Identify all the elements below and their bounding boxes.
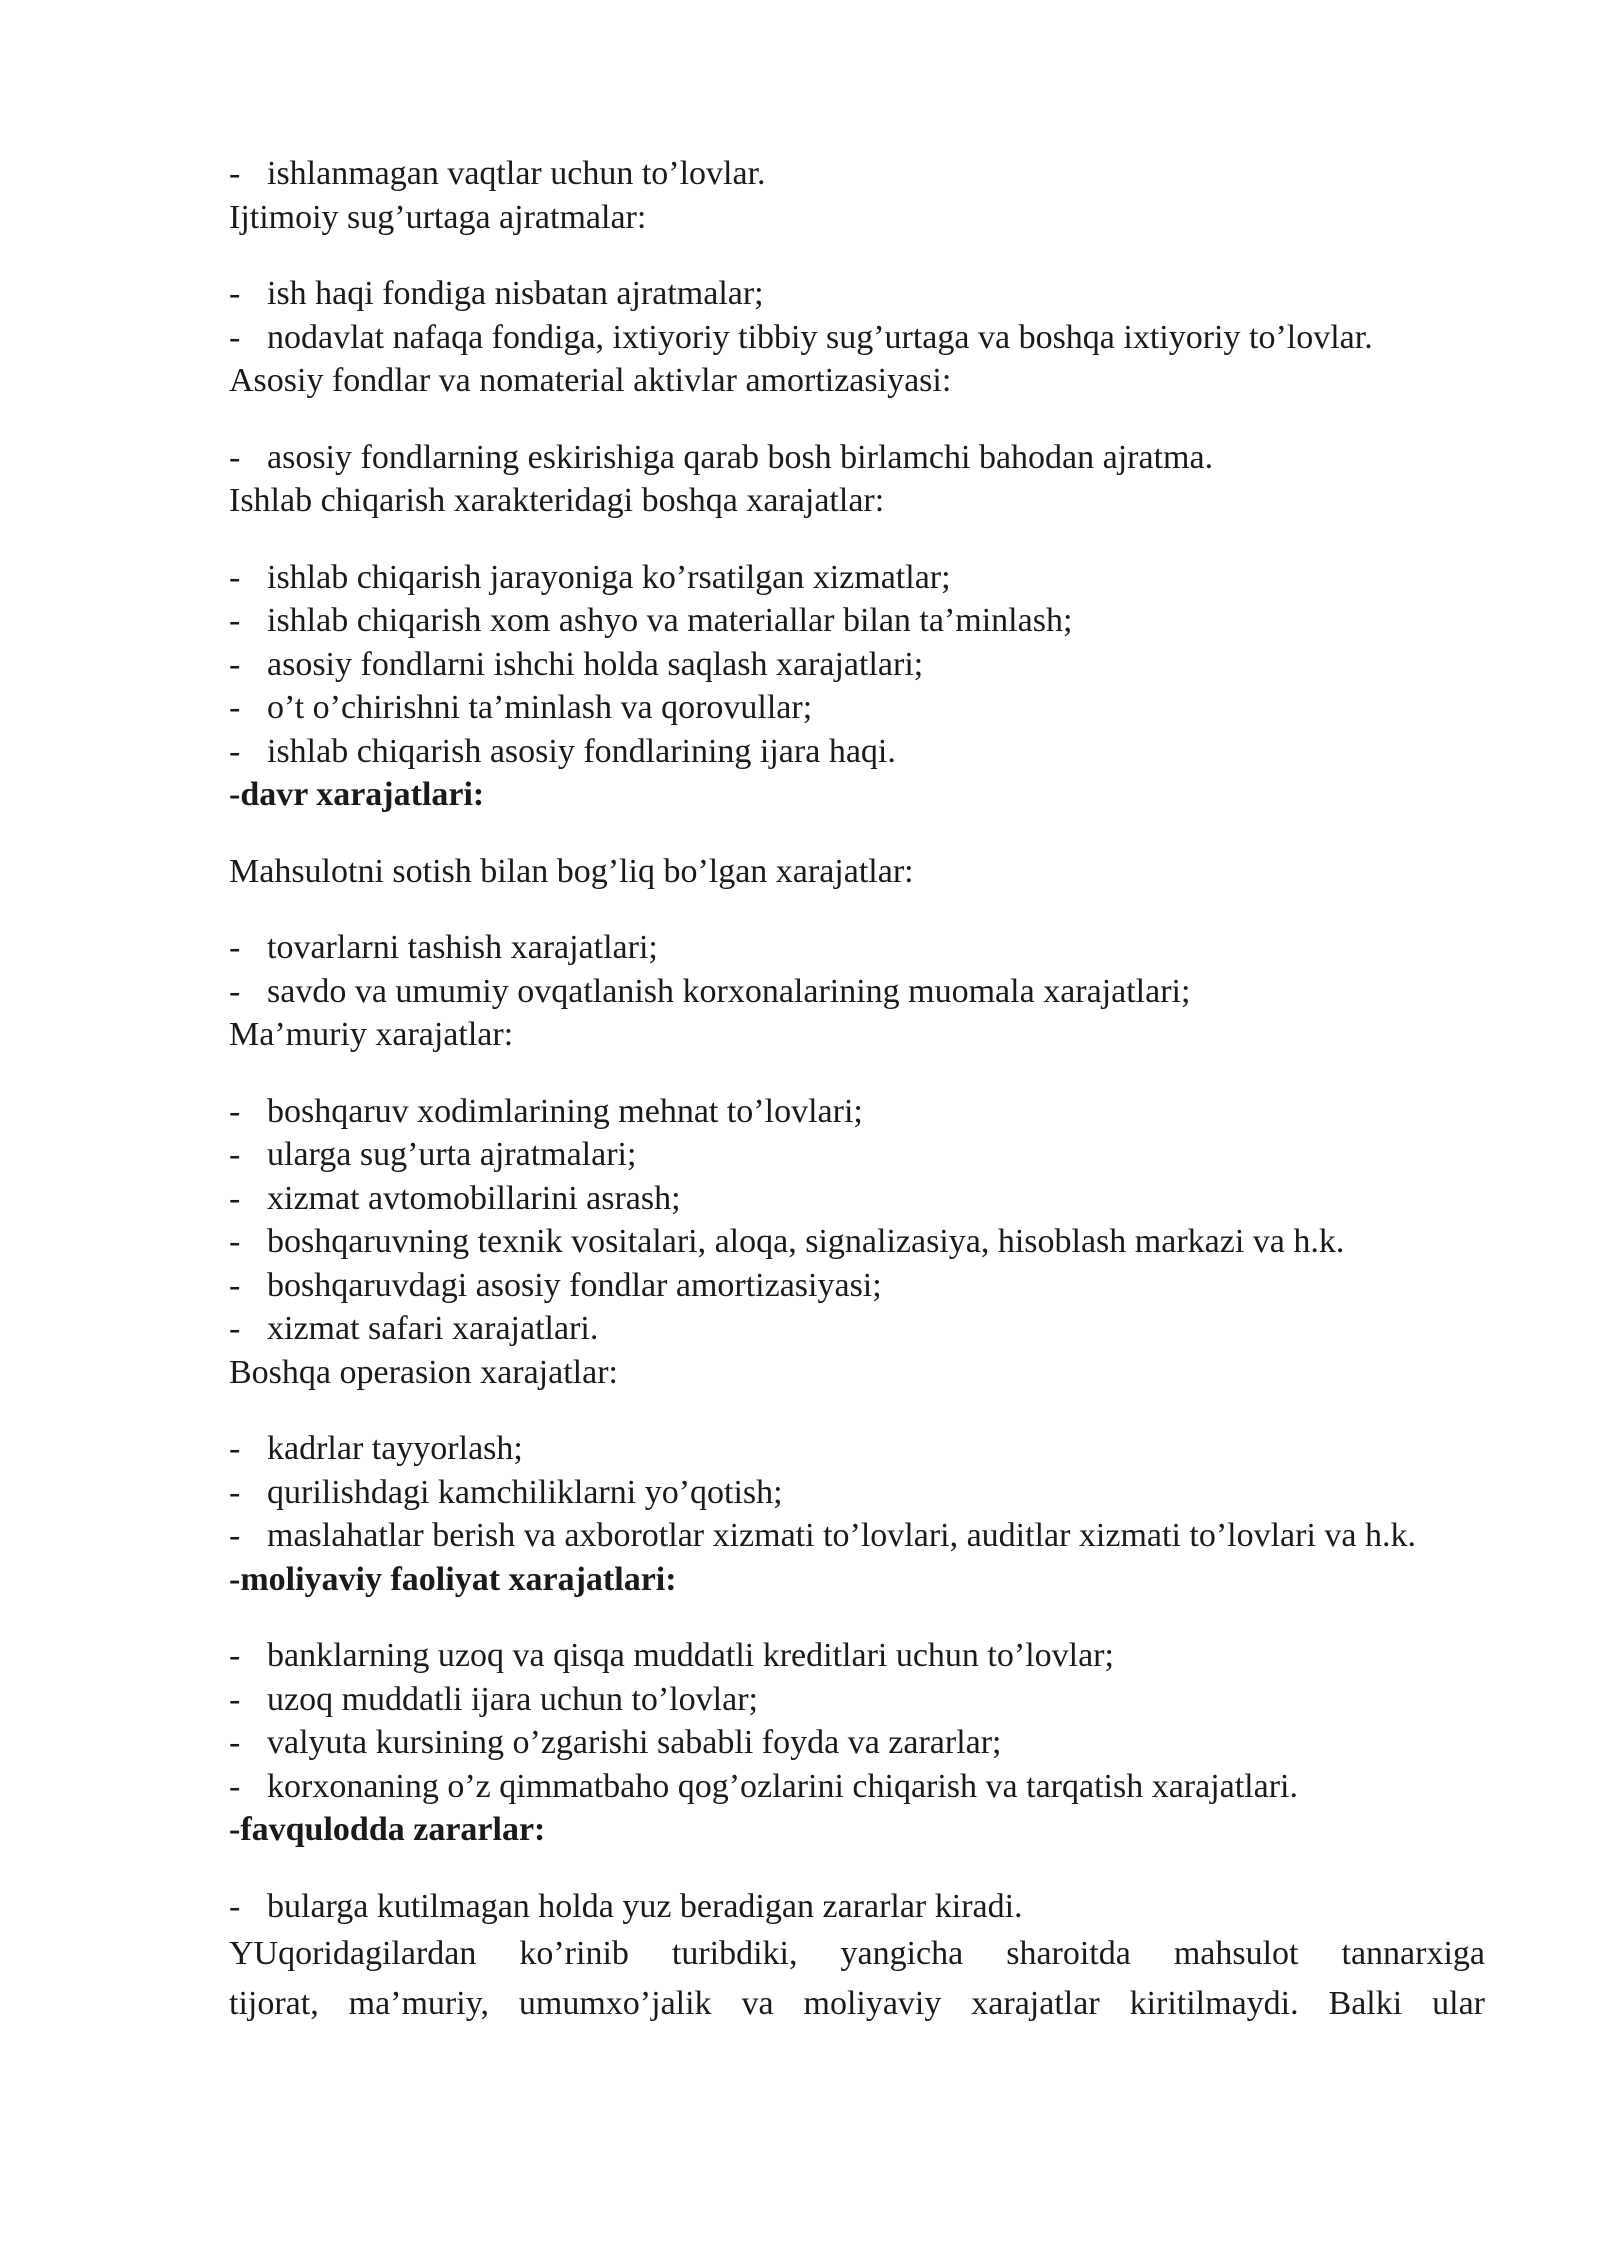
list-item xyxy=(229,686,1485,730)
list-dash: - xyxy=(229,602,241,639)
list-dash: - xyxy=(229,1179,241,1217)
list-dash: - xyxy=(229,1767,241,1805)
list-dash: - xyxy=(229,1473,241,1511)
list-dash: - xyxy=(229,1266,241,1304)
list-item xyxy=(229,1721,1485,1765)
list-item-text: boshqaruvdagi asosiy fondlar amortizasiyasi; xyxy=(267,1266,882,1304)
list-item-text: boshqaruvning texnik vositalari, aloqa, signalizasiya, hisoblash markazi va h.k. xyxy=(267,1223,1345,1260)
list-item xyxy=(229,1307,1485,1351)
list-dash: - xyxy=(229,155,241,192)
list-dash: - xyxy=(229,1092,241,1130)
list-item xyxy=(229,1427,1485,1471)
list-item xyxy=(229,730,1485,774)
list-item xyxy=(229,272,1485,316)
section-heading: -davr xarajatlari: xyxy=(229,776,485,813)
list-item xyxy=(229,436,1485,480)
list-item-text: xizmat avtomobillarini asrash; xyxy=(267,1179,681,1217)
subsection-label: Asosiy fondlar va nomaterial aktivlar amortizasiyasi: xyxy=(229,362,952,399)
list-item xyxy=(229,1765,1485,1809)
list-item-text: savdo va umumiy ovqatlanish korxonalarining muomala xarajatlari; xyxy=(267,972,1191,1010)
list-dash: - xyxy=(229,732,241,770)
subsection-label: Ishlab chiqarish xarakteridagi boshqa xarajatlar: xyxy=(229,482,885,519)
list-item-text: maslahatlar berish va axborotlar xizmati to’lovlari, auditlar xizmati to’lovlari va h.k. xyxy=(267,1517,1417,1554)
list-item xyxy=(229,1090,1485,1134)
list-item-text: bularga kutilmagan holda yuz beradigan zararlar kiradi. xyxy=(267,1887,1023,1925)
list-dash: - xyxy=(229,1680,241,1718)
list-item-text: nodavlat nafaqa fondiga, ixtiyoriy tibbiy sug’urtaga va boshqa ixtiyoriy to’lovlar. xyxy=(267,318,1373,356)
subsection-label: Mahsulotni sotish bilan bog’liq bo’lgan xarajatlar: xyxy=(229,852,914,890)
list-item xyxy=(229,926,1485,970)
list-item xyxy=(229,599,1485,643)
list-dash: - xyxy=(229,689,241,726)
list-item xyxy=(229,1885,1485,1929)
list-dash: - xyxy=(229,645,241,683)
list-item xyxy=(229,1471,1485,1515)
list-dash: - xyxy=(229,972,241,1010)
list-dash: - xyxy=(229,1724,241,1761)
subsection-label: Ma’muriy xarajatlar: xyxy=(229,1016,514,1053)
subsection-label: Ijtimoiy sug’urtaga ajratmalar: xyxy=(229,198,647,236)
list-item-text: ishlab chiqarish asosiy fondlarining ijara haqi. xyxy=(267,732,896,770)
list-item-text: banklarning uzoq va qisqa muddatli kreditlari uchun to’lovlar; xyxy=(267,1637,1114,1674)
list-dash: - xyxy=(229,1310,241,1347)
document-body xyxy=(229,152,1485,1928)
list-item-text: ishlab chiqarish jarayoniga ko’rsatilgan xizmatlar; xyxy=(267,558,951,596)
list-item xyxy=(229,316,1485,360)
list-dash: - xyxy=(229,1430,241,1467)
closing-line-1: YUqoridagilardan ko’rinib turibdiki, yangicha sharoitda mahsulot tannarxiga xyxy=(229,1935,1485,1972)
list-item-text: boshqaruv xodimlarining mehnat to’lovlari; xyxy=(267,1092,863,1130)
list-item xyxy=(229,152,1485,196)
list-dash: - xyxy=(229,438,241,476)
list-dash: - xyxy=(229,1637,241,1674)
list-item xyxy=(229,1177,1485,1221)
list-item-text: korxonaning o’z qimmatbaho qog’ozlarini chiqarish va tarqatish xarajatlari. xyxy=(267,1767,1298,1805)
list-item-text: asosiy fondlarni ishchi holda saqlash xarajatlari; xyxy=(267,645,924,683)
subsection-label: Boshqa operasion xarajatlar: xyxy=(229,1353,618,1391)
document-page xyxy=(229,152,1485,2028)
list-dash: - xyxy=(229,318,241,356)
list-item-text: kadrlar tayyorlash; xyxy=(267,1430,523,1467)
list-item xyxy=(229,556,1485,600)
list-item-text: ish haqi fondiga nisbatan ajratmalar; xyxy=(267,275,764,312)
list-item-text: o’t o’chirishni ta’minlash va qorovullar; xyxy=(267,689,813,726)
list-item xyxy=(229,970,1485,1014)
list-dash: - xyxy=(229,1517,241,1554)
list-item-text: uzoq muddatli ijara uchun to’lovlar; xyxy=(267,1680,758,1718)
list-item-text: tovarlarni tashish xarajatlari; xyxy=(267,929,658,966)
list-item-text: ishlab chiqarish xom ashyo va materiallar bilan ta’minlash; xyxy=(267,602,1073,639)
list-dash: - xyxy=(229,1223,241,1260)
list-item xyxy=(229,1514,1485,1558)
list-item xyxy=(229,1678,1485,1722)
list-item xyxy=(229,1220,1485,1264)
list-item xyxy=(229,1133,1485,1177)
list-dash: - xyxy=(229,1887,241,1925)
list-item-text: ularga sug’urta ajratmalari; xyxy=(267,1136,637,1173)
list-item-text: qurilishdagi kamchiliklarni yo’qotish; xyxy=(267,1473,783,1511)
list-item xyxy=(229,1264,1485,1308)
list-dash: - xyxy=(229,1136,241,1173)
section-heading: -moliyaviy faoliyat xarajatlari: xyxy=(229,1560,677,1598)
list-item-text: asosiy fondlarning eskirishiga qarab bosh birlamchi bahodan ajratma. xyxy=(267,438,1214,476)
list-item-text: valyuta kursining o’zgarishi sababli foyda va zararlar; xyxy=(267,1724,1002,1761)
list-dash: - xyxy=(229,929,241,966)
list-item xyxy=(229,643,1485,687)
section-heading: -favqulodda zararlar: xyxy=(229,1811,546,1848)
list-item-text: xizmat safari xarajatlari. xyxy=(267,1310,599,1347)
list-dash: - xyxy=(229,558,241,596)
closing-line-2: tijorat, ma’muriy, umumxo’jalik va moliyaviy xarajatlar kiritilmaydi. Balki ular xyxy=(229,1985,1485,2022)
list-dash: - xyxy=(229,275,241,312)
list-item xyxy=(229,1634,1485,1678)
list-item-text: ishlanmagan vaqtlar uchun to’lovlar. xyxy=(267,155,766,192)
